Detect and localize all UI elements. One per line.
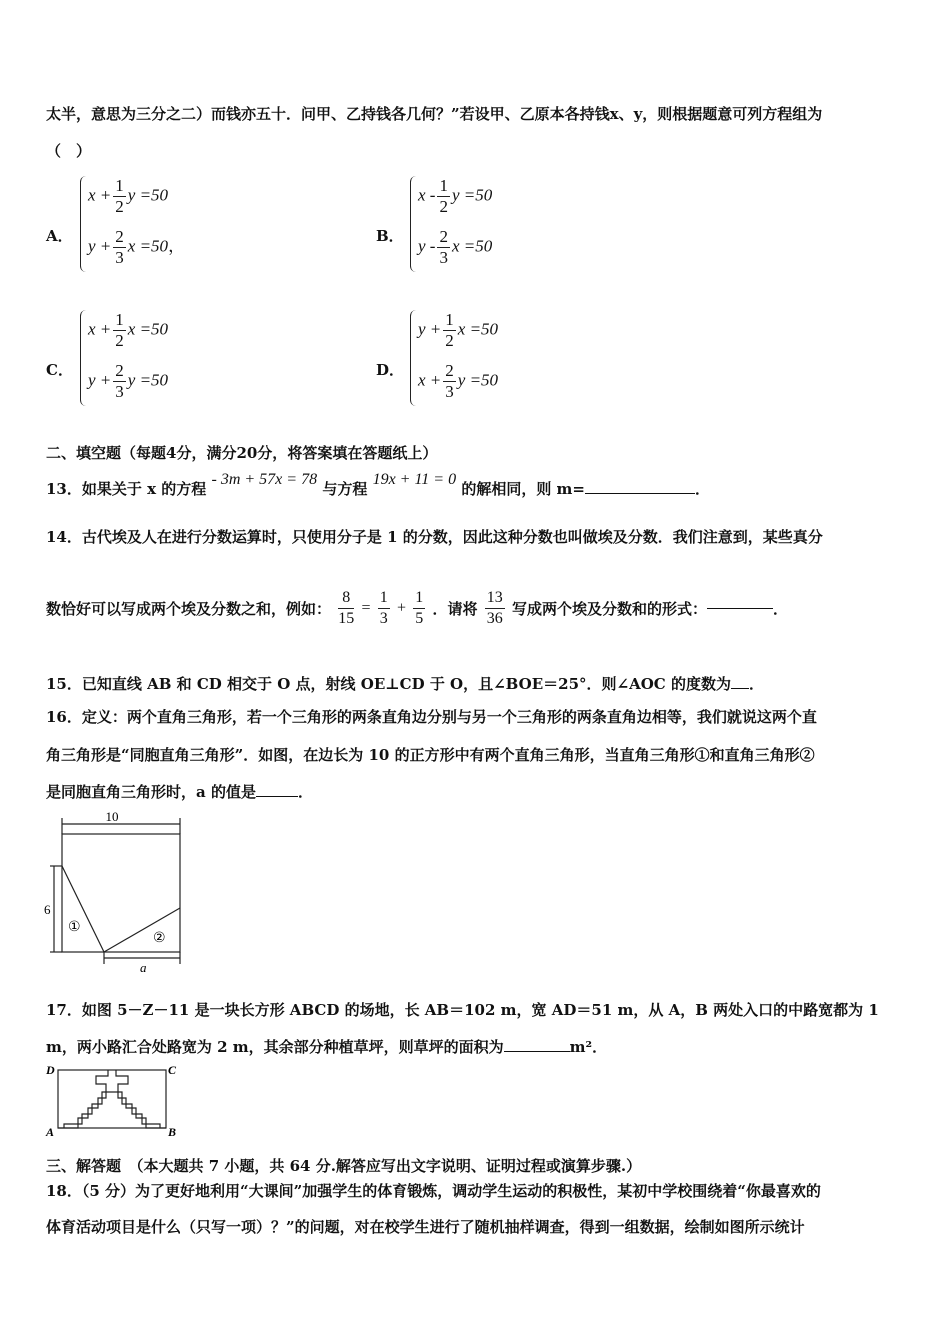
option-c-eq2: y + $\frac{2}{3}$ y =50 [88, 361, 169, 401]
q16-line1: 16．定义：两个直角三角形，若一个三角形的两条直角边分别与另一个三角形的两条直角边相等，我们就说这两个直 [46, 708, 817, 726]
q14-line2: 数恰好可以写成两个埃及分数之和，例如： $\frac{8}{15}$ = $\frac{1}{3}$ + $\frac{1}{5}$ ．请将 $\frac{13}{36}$ 写成两个埃及分数和的形式： ． [46, 589, 788, 627]
fig-label-B: B [168, 1125, 177, 1138]
fig-label-D: D [46, 1063, 55, 1077]
q17-field-figure [44, 1062, 184, 1138]
option-c-label: C． [46, 361, 73, 379]
q14-line1: 14．古代埃及人在进行分数运算时，只使用分子是 1 的分数，因此这种分数也叫做埃及分数．我们注意到，某些真分 [46, 528, 823, 546]
q16-answer-blank [256, 796, 298, 797]
q16-line2: 角三角形是“同胞直角三角形”．如图，在边长为 10 的正方形中有两个直角三角形，当直角三角形①和直角三角形② [46, 746, 815, 764]
q15: 15．已知直线 AB 和 CD 相交于 O 点，射线 OE⊥CD 于 O，且∠BOE＝25°．则∠AOC 的度数为 ． [46, 675, 764, 693]
option-d-eq1: y + $\frac{1}{2}$ x =50 [418, 310, 499, 350]
path-right-outer [116, 1070, 166, 1128]
q12-line2: （ ） [46, 142, 92, 160]
section3-heading: 三、解答题 （本大题共 7 小题，共 64 分.解答应写出文字说明、证明过程或演算步骤.） [46, 1157, 642, 1175]
option-c-eq1: x + $\frac{1}{2}$ x =50 [88, 310, 169, 350]
fig-label-triangle2: ② [153, 930, 166, 946]
fig-label-A: A [46, 1125, 55, 1138]
q12-line1: 太半，意思为三分之二）而钱亦五十．问甲、乙持钱各几何？”若设甲、乙原本各持钱x、y，则根据题意可列方程组为 [46, 105, 823, 123]
fig-label-top: 10 [105, 809, 119, 824]
section2-heading: 二、填空题（每题4分，满分20分，将答案填在答题纸上） [46, 444, 438, 462]
triangle2-hypotenuse [104, 908, 180, 952]
triangle1-hypotenuse [62, 866, 104, 952]
option-d-label: D． [376, 361, 405, 379]
path-left-outer [58, 1070, 108, 1128]
q14-answer-blank [707, 608, 773, 609]
q18-line1: 18．（5 分）为了更好地利用“大课间”加强学生的体育锻炼，调动学生运动的积极性，某初中学校围绕着“你最喜欢的 [46, 1182, 821, 1200]
q17-line1: 17．如图 5－Z－11 是一块长方形 ABCD 的场地，长 AB＝102 m，宽 AD＝51 m，从 A，B 两处入口的中路宽都为 1 [46, 1001, 879, 1019]
q13-eq2: 19x + 11 = 0 [372, 471, 457, 488]
option-a-eq1: x + $\frac{1}{2}$ y =50 [88, 176, 169, 216]
option-a-eq2: y + $\frac{2}{3}$ x =50， [88, 227, 186, 267]
q18-line2: 体育活动项目是什么（只写一项）？”的问题，对在校学生进行了随机抽样调查，得到一组数据，绘制如图所示统计 [46, 1218, 805, 1236]
q15-answer-blank [731, 688, 749, 689]
fig-label-left: 6 [44, 902, 51, 917]
fig-label-bottom: a [140, 960, 147, 975]
option-b-eq1: x - $\frac{1}{2}$ y =50 [418, 176, 493, 216]
fig-label-triangle1: ① [68, 919, 81, 935]
field-rect [58, 1070, 166, 1128]
q16-square-figure [40, 808, 190, 978]
option-b-label: B． [376, 227, 404, 245]
option-d-eq2: x + $\frac{2}{3}$ y =50 [418, 361, 499, 401]
q13: 13．如果关于 x 的方程 - 3m + 57x = 78 与方程 19x + 11 = 0 的解相同，则 m= ． [46, 471, 710, 498]
q16-line3: 是同胞直角三角形时，a 的值是 ． [46, 783, 313, 801]
q13-answer-blank [585, 493, 695, 494]
q17-answer-blank [504, 1051, 570, 1052]
q13-eq1: - 3m + 57x = 78 [211, 471, 318, 488]
q17-line2: m，两小路汇合处路宽为 2 m，其余部分种植草坪，则草坪的面积为 m²． [46, 1038, 608, 1056]
option-b-eq2: y - $\frac{2}{3}$ x =50 [418, 227, 493, 267]
fig-label-C: C [168, 1063, 177, 1077]
option-a-label: A． [46, 227, 73, 245]
